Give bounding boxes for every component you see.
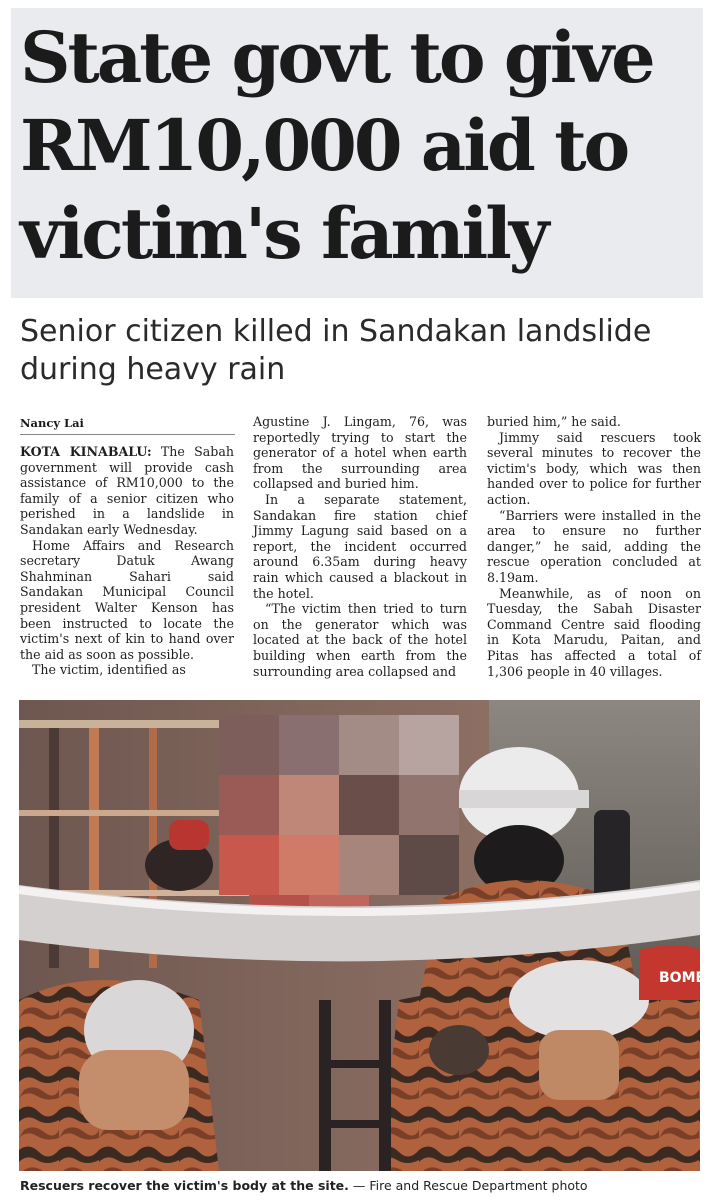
rescue-scene-illustration <box>19 700 707 1171</box>
photo-caption <box>20 1178 700 1193</box>
photo-credit: — Fire and Rescue Department photo <box>348 1178 588 1193</box>
article-column-1 <box>20 444 234 678</box>
headline: State govt to give RM10,000 aid to victim's family <box>20 16 653 275</box>
article-paragraph: Home Affairs and Research secretary Datuk Awang Shahminan Sahari said Sandakan Municipal Council president Walter Kenson has been instructed to locate the victim's next of kin to hand over the aid as soon as possible. <box>20 537 234 662</box>
article-column-3 <box>487 414 701 679</box>
article-paragraph: buried him,” he said. <box>487 414 621 429</box>
byline: Nancy Lai <box>20 416 84 430</box>
article-paragraph: Agustine J. Lingam, 76, was reportedly trying to start the generator of a hotel when earth from the surrounding area collapsed and buried him. <box>253 414 467 492</box>
article-paragraph: Jimmy said rescuers took several minutes to recover the victim's body, which was then handed over to police for further action. <box>487 429 701 507</box>
helmet-text: BOMB <box>659 970 707 986</box>
article-paragraph: Meanwhile, as of noon on Tuesday, the Sabah Disaster Command Centre said flooding in Kota Marudu, Paitan, and Pitas has affected a total of 1,306 people in 40 villages. <box>487 585 701 679</box>
subheadline: Senior citizen killed in Sandakan landslide during heavy rain <box>20 314 652 387</box>
byline-divider <box>20 434 235 435</box>
article-paragraph: “Barriers were installed in the area to ensure no further danger,” he said, adding the rescue operation concluded at 8.19am. <box>487 507 701 585</box>
article-paragraph: In a separate statement, Sandakan fire station chief Jimmy Lagung said based on a report, the incident occurred around 6.35am during heavy rain which caused a blackout in the hotel. <box>253 491 467 601</box>
caption-text: Rescuers recover the victim's body at the site. <box>20 1178 349 1193</box>
article-column-2 <box>253 414 467 679</box>
article-paragraph: The victim, identified as <box>32 662 186 678</box>
dateline: KOTA KINABALU: <box>20 444 152 459</box>
article-paragraph: “The victim then tried to turn on the generator which was located at the back of the hotel building when earth from the surrounding area collapsed and <box>253 601 467 679</box>
censored-area <box>219 715 459 925</box>
article-paragraph <box>20 444 234 538</box>
paragraph-text: The Sabah government will provide cash assistance of RM10,000 to the family of a senior citizen who perished in a landslide in Sandakan early Wednesday. <box>20 444 234 537</box>
news-photo <box>19 700 707 1171</box>
